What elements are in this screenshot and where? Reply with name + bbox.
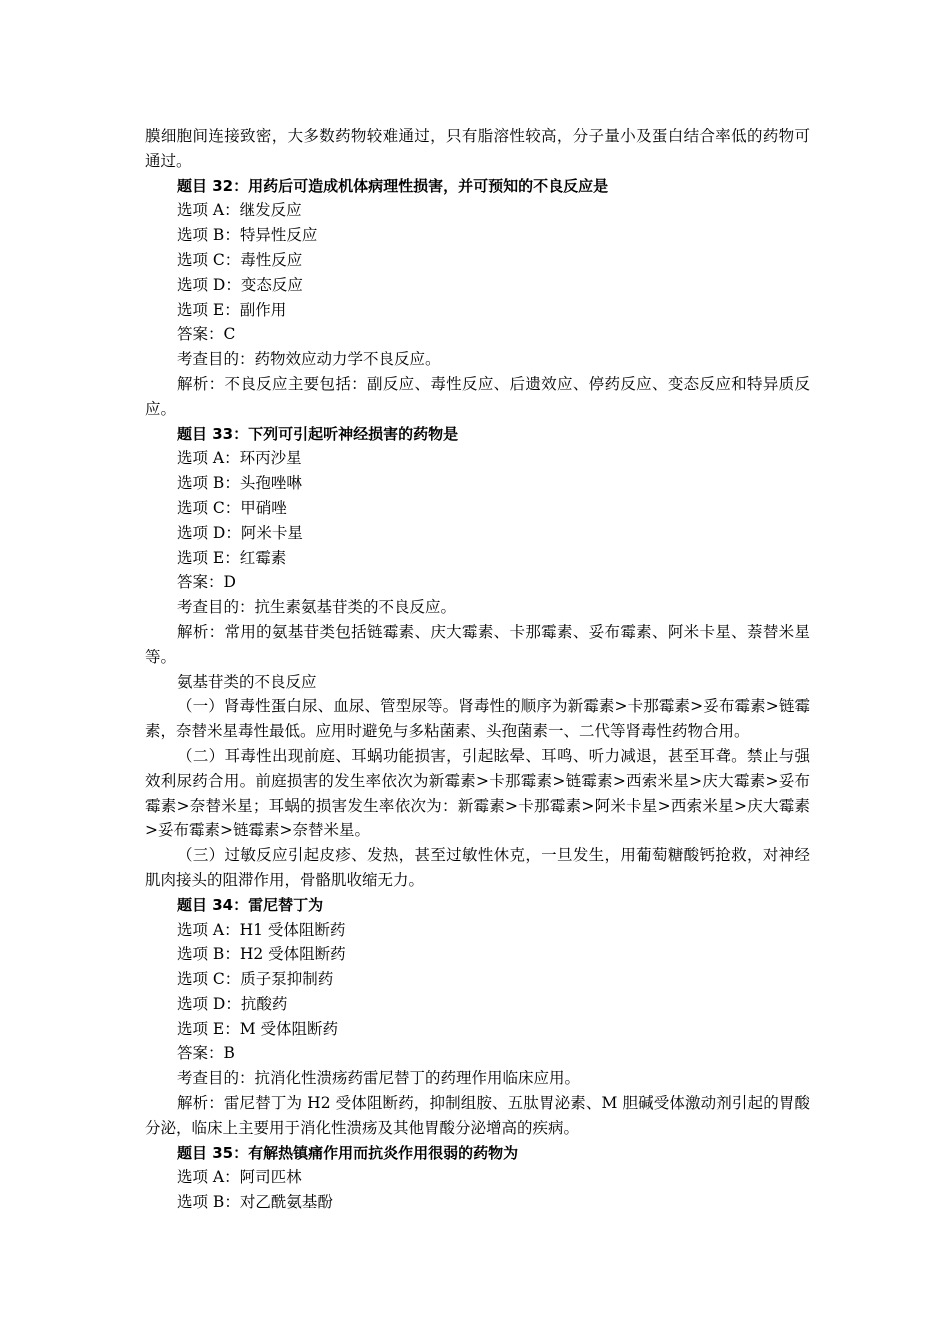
question-34-title: 题目 34：雷尼替丁为	[177, 895, 324, 914]
q33-answer: 答案：D	[177, 573, 236, 592]
q33-option-c: 选项 C：甲硝唑	[177, 498, 287, 517]
q34-option-d: 选项 D：抗酸药	[177, 994, 288, 1013]
q32-option-c: 选项 C：毒性反应	[177, 250, 303, 269]
question-33-title: 题目 33：下列可引起听神经损害的药物是	[177, 424, 459, 443]
q32-option-a: 选项 A：继发反应	[177, 201, 302, 220]
q33-purpose: 考查目的：抗生素氨基苷类的不良反应。	[177, 598, 457, 617]
intro-paragraph: 膜细胞间连接致密，大多数药物较难通过，只有脂溶性较高，分子量小及蛋白结合率低的药物可通过。	[145, 127, 810, 170]
q35-option-b: 选项 B：对乙酰氨基酚	[177, 1193, 333, 1212]
q33-option-d: 选项 D：阿米卡星	[177, 523, 303, 542]
q34-analysis: 解析：雷尼替丁为 H2 受体阻断药，抑制组胺、五肽胃泌素、M 胆碱受体激动剂引起的胃酸分泌，临床上主要用于消化性溃疡及其他胃酸分泌增高的疾病。	[145, 1094, 810, 1137]
q34-option-c: 选项 C：质子泵抑制药	[177, 970, 334, 989]
q34-option-b: 选项 B：H2 受体阻断药	[177, 945, 346, 964]
q32-option-b: 选项 B：特异性反应	[177, 226, 318, 245]
q33-point-1: （一）肾毒性蛋白尿、血尿、管型尿等。肾毒性的顺序为新霉素>卡那霉素>妥布霉素>链霉素，奈替米星毒性最低。应用时避免与多粘菌素、头孢菌素一、二代等肾毒性药物合用。	[145, 697, 810, 741]
q33-option-b: 选项 B：头孢唑啉	[177, 474, 302, 493]
q32-option-e: 选项 E：副作用	[177, 300, 287, 319]
q32-answer: 答案：C	[177, 325, 236, 344]
q34-option-a: 选项 A：H1 受体阻断药	[177, 920, 346, 939]
q33-option-a: 选项 A：环丙沙星	[177, 449, 302, 468]
q33-analysis: 解析：常用的氨基苷类包括链霉素、庆大霉素、卡那霉素、妥布霉素、阿米卡星、萘替米星等。	[145, 622, 810, 666]
q34-answer: 答案：B	[177, 1044, 235, 1063]
q35-option-a: 选项 A：阿司匹林	[177, 1168, 302, 1187]
q33-option-e: 选项 E：红霉素	[177, 548, 287, 567]
q33-point-2: （二）耳毒性出现前庭、耳蜗功能损害，引起眩晕、耳鸣、听力减退，甚至耳聋。禁止与强效利尿药合用。前庭损害的发生率依次为新霉素>卡那霉素>链霉素>西索米星>庆大霉素>妥布霉素>奈替米星；耳蜗的损害发生率依次为：新霉素>卡那霉素>阿米卡星>西索米星>庆大霉素>妥布霉素>链霉素>奈替米星。	[145, 746, 810, 840]
q32-option-d: 选项 D：变态反应	[177, 275, 303, 294]
q34-purpose: 考查目的：抗消化性溃疡药雷尼替丁的药理作用临床应用。	[177, 1069, 581, 1088]
q32-analysis: 解析：不良反应主要包括：副反应、毒性反应、后遗效应、停药反应、变态反应和特异质反应。	[145, 374, 810, 418]
q32-purpose: 考查目的：药物效应动力学不良反应。	[177, 350, 441, 369]
question-32-title: 题目 32：用药后可造成机体病理性损害，并可预知的不良反应是	[177, 176, 609, 195]
question-35-title: 题目 35：有解热镇痛作用而抗炎作用很弱的药物为	[177, 1143, 519, 1162]
q33-point-3: （三）过敏反应引起皮疹、发热，甚至过敏性休克，一旦发生，用葡萄糖酸钙抢救，对神经肌肉接头的阻滞作用，骨骼肌收缩无力。	[145, 846, 810, 889]
document-page	[145, 124, 810, 1215]
q34-option-e: 选项 E：M 受体阻断药	[177, 1019, 339, 1038]
q33-subtitle: 氨基苷类的不良反应	[177, 672, 317, 691]
